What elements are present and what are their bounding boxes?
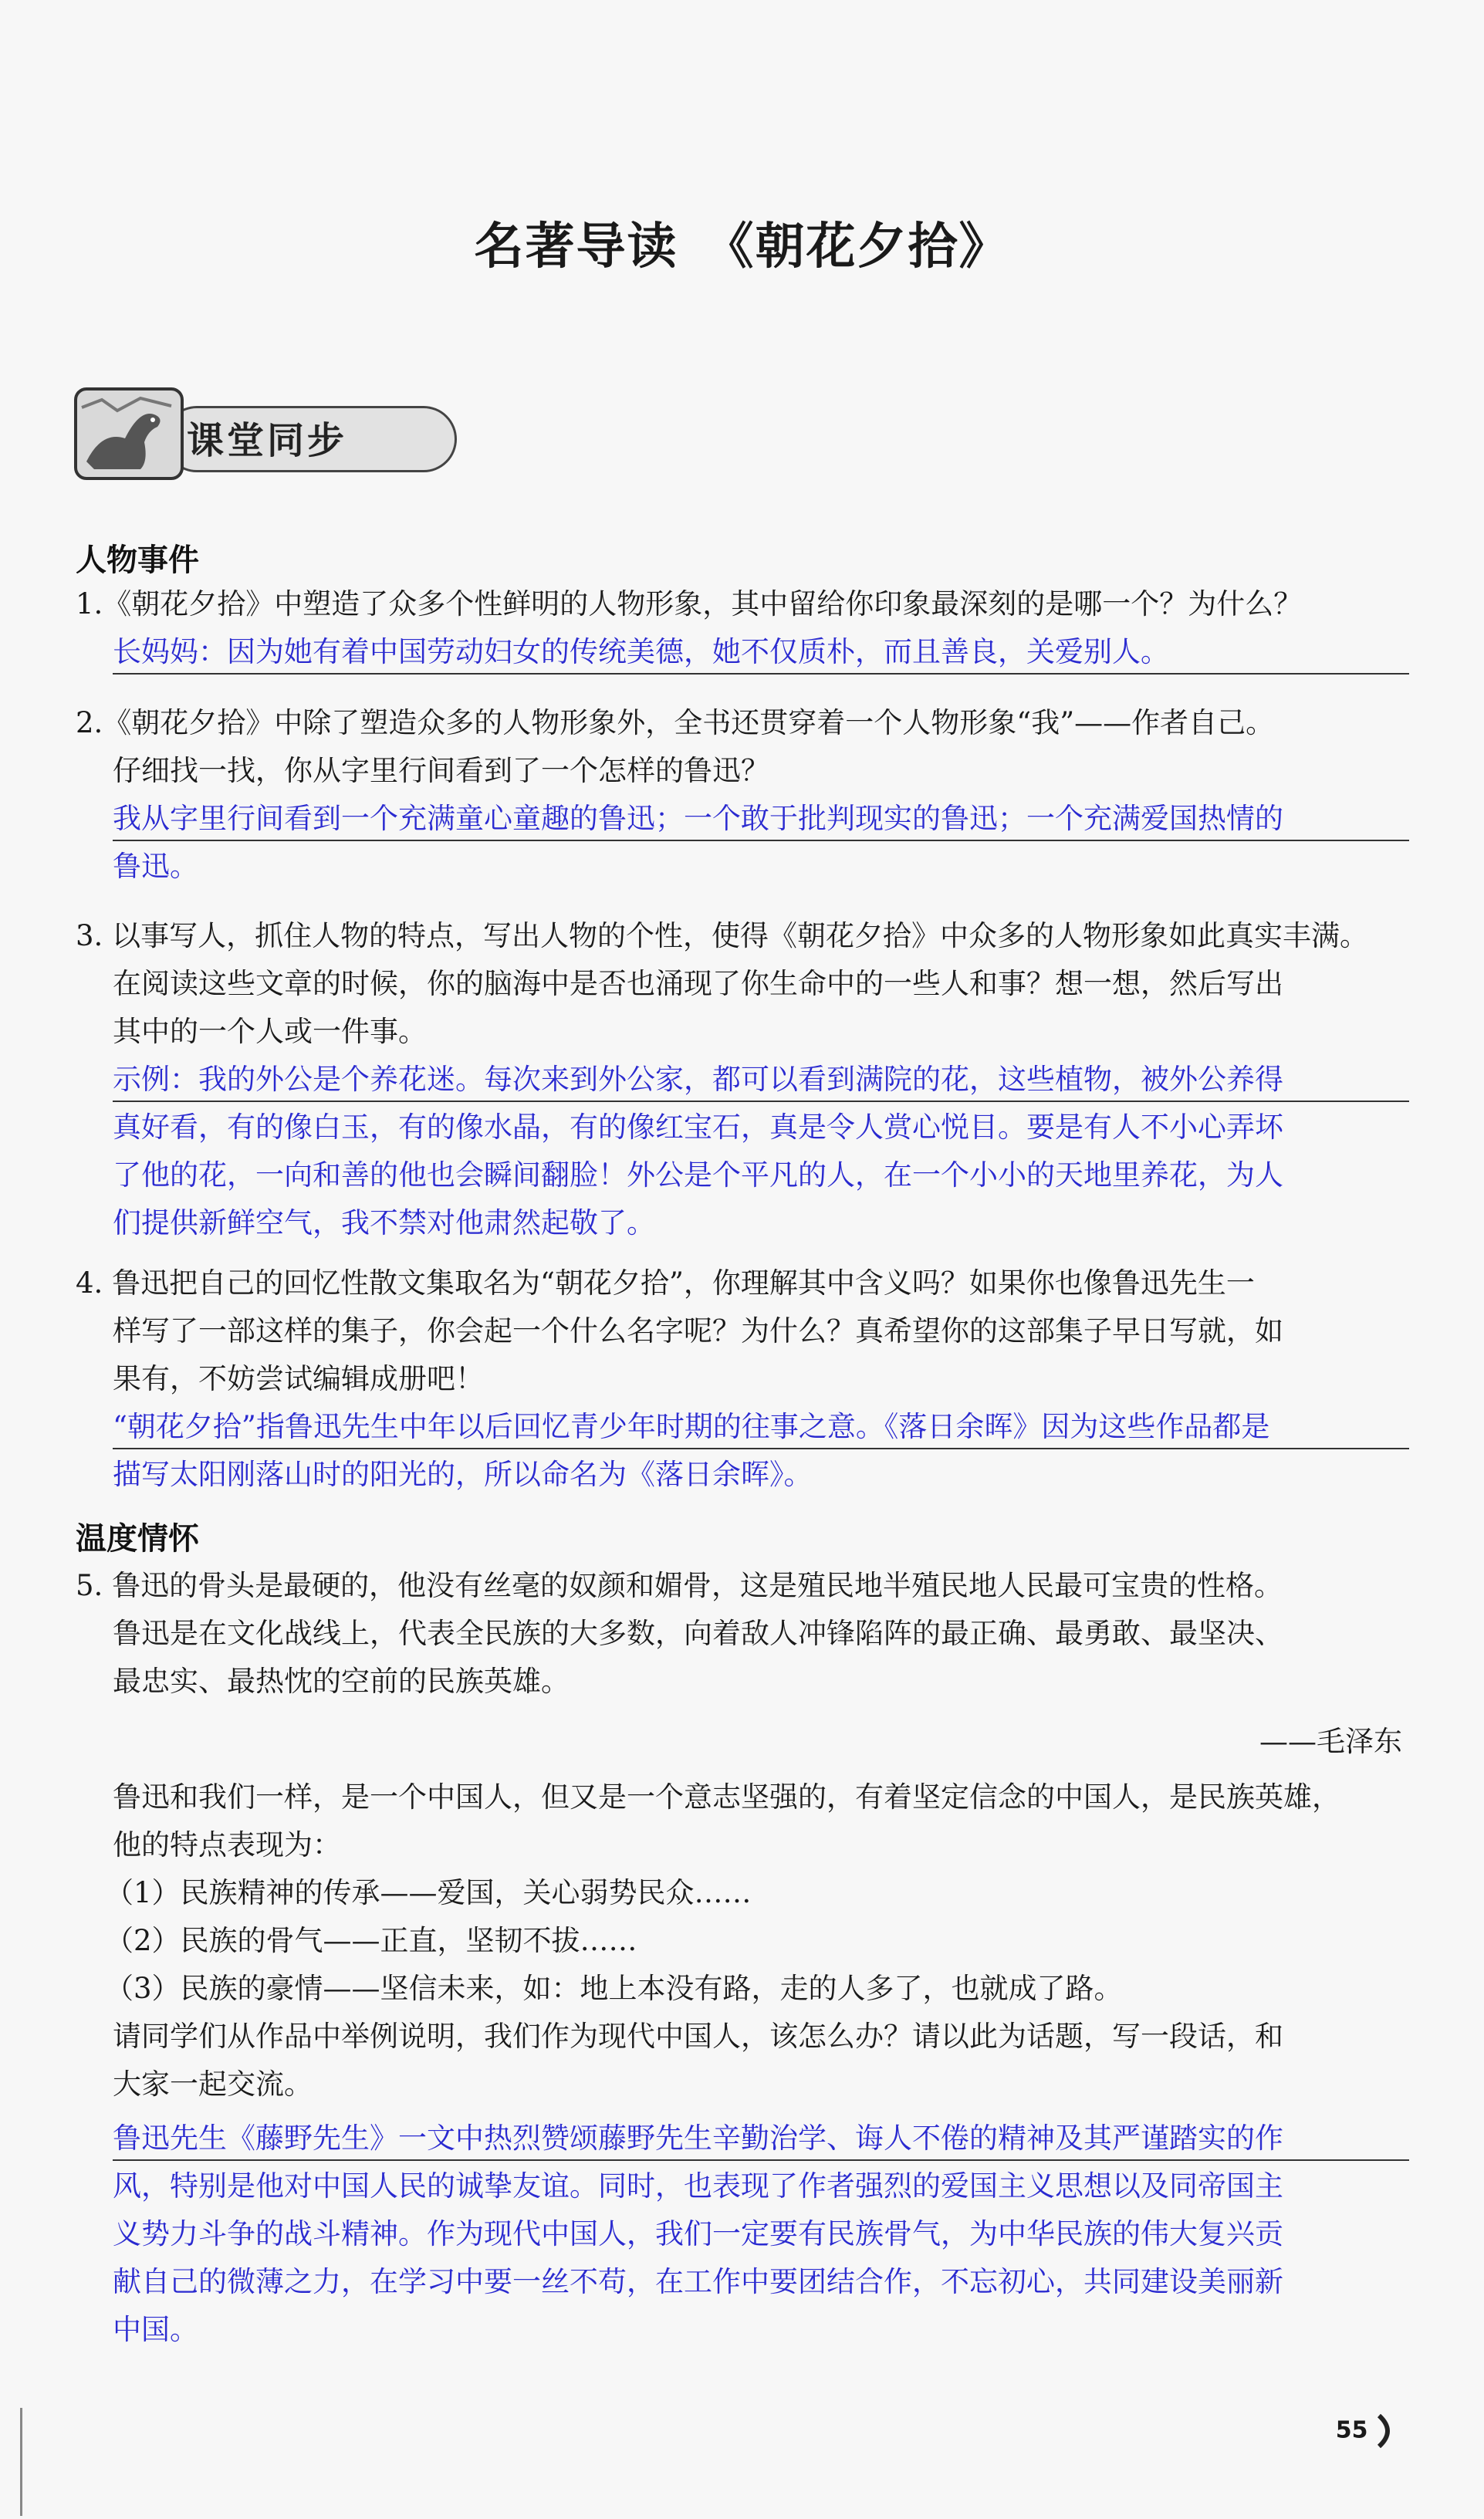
answer-line: 鲁迅。 — [113, 850, 198, 883]
body-line: 大家一起交流。 — [113, 2068, 313, 2101]
answer-line: “朝花夕拾”指鲁迅先生中年以后回忆青少年时期的往事之意。《落日余晖》因为这些作品都是 — [113, 1410, 1270, 1443]
question-line: 2.《朝花夕拾》中除了塑造众多的人物形象外，全书还贯穿着一个人物形象“我”——作者自己。 — [76, 706, 1275, 739]
page-tab-icon — [1376, 2414, 1399, 2448]
question-line: 仔细找一找，你从字里行间看到了一个怎样的鲁迅？ — [113, 754, 769, 787]
question-3 — [76, 912, 1368, 1056]
question-line: 在阅读这些文章的时候，你的脑海中是否也涌现了你生命中的一些人和事？想一想，然后写出 — [113, 967, 1283, 1000]
answer-line: 真好看，有的像白玉，有的像水晶，有的像红宝石，真是令人赏心悦目。要是有人不小心弄坏 — [113, 1111, 1283, 1144]
answer-line: 鲁迅先生《藤野先生》一文中热烈赞颂藤野先生辛勤治学、诲人不倦的精神及其严谨踏实的作 — [113, 2122, 1283, 2155]
question-2 — [76, 699, 1274, 795]
question-5-body — [105, 1773, 1340, 2108]
answer-rule — [113, 673, 1409, 675]
page-title: 名著导读 《朝花夕拾》 — [474, 218, 1010, 276]
page-number-text: 55 — [1335, 2416, 1368, 2444]
answer-rule — [113, 2159, 1409, 2161]
body-line: （1）民族精神的传承——爱国，关心弱势民众…… — [105, 1876, 752, 1909]
answer-1 — [113, 628, 1169, 676]
quote-line: 鲁迅是在文化战线上，代表全民族的大多数，向着敌人冲锋陷阵的最正确、最勇敢、最坚决、 — [113, 1617, 1283, 1650]
quote-line: 5. 鲁迅的骨头是最硬的，他没有丝毫的奴颜和媚骨，这是殖民地半殖民地人民最可宝贵的性格。 — [76, 1569, 1283, 1602]
answer-4 — [113, 1403, 1269, 1499]
body-line: 他的特点表现为： — [113, 1828, 341, 1861]
answer-line: 长妈妈：因为她有着中国劳动妇女的传统美德，她不仅质朴，而且善良，关爱别人。 — [113, 635, 1169, 668]
answer-line: 中国。 — [113, 2313, 198, 2346]
page-binding-line — [20, 2408, 22, 2516]
answer-line: 义势力斗争的战斗精神。作为现代中国人，我们一定要有民族骨气，为中华民族的伟大复兴贡 — [113, 2217, 1283, 2250]
question-line: 4. 鲁迅把自己的回忆性散文集取名为“朝花夕拾”，你理解其中含义吗？如果你也像鲁迅先生一 — [76, 1266, 1255, 1300]
section-heading-emotion: 温度情怀 — [76, 1521, 199, 1557]
question-5-quote — [76, 1562, 1283, 1706]
question-line: 果有，不妨尝试编辑成册吧！ — [113, 1362, 484, 1395]
answer-line: 我从字里行间看到一个充满童心童趣的鲁迅；一个敢于批判现实的鲁迅；一个充满爱国热情的 — [113, 802, 1283, 835]
page-number — [1336, 2414, 1399, 2448]
answer-rule — [113, 1101, 1409, 1102]
answer-5 — [113, 2115, 1283, 2354]
answer-rule — [113, 840, 1409, 841]
body-line: 请同学们从作品中举例说明，我们作为现代中国人，该怎么办？请以此为话题，写一段话，和 — [113, 2020, 1283, 2053]
answer-line: 描写太阳刚落山时的阳光的，所以命名为《落日余晖》。 — [113, 1458, 813, 1491]
body-line: （3）民族的豪情——坚信未来，如：地上本没有路，走的人多了，也就成了路。 — [105, 1972, 1123, 2005]
answer-rule — [113, 1448, 1409, 1449]
question-line: 其中的一个人或一件事。 — [113, 1015, 427, 1048]
question-line: 3. 以事写人，抓住人物的特点，写出人物的个性，使得《朝花夕拾》中众多的人物形象如此真实丰满。 — [76, 919, 1369, 952]
question-1 — [76, 580, 1302, 628]
question-line: 样写了一部这样的集子，你会起一个什么名字呢？为什么？真希望你的这部集子早日写就，如 — [113, 1314, 1283, 1347]
answer-line: 风，特别是他对中国人民的诚挚友谊。同时，也表现了作者强烈的爱国主义思想以及同帝国主 — [113, 2169, 1283, 2203]
answer-line: 了他的花，一向和善的他也会瞬间翻脸！外公是个平凡的人，在一个小小的天地里养花，为人 — [113, 1158, 1283, 1192]
quote-line: 最忠实、最热忱的空前的民族英雄。 — [113, 1665, 570, 1698]
question-4 — [76, 1260, 1283, 1403]
question-line: 1.《朝花夕拾》中塑造了众多个性鲜明的人物形象，其中留给你印象最深刻的是哪一个？为什么？ — [76, 587, 1303, 620]
answer-line: 们提供新鲜空气，我不禁对他肃然起敬了。 — [113, 1206, 655, 1239]
body-line: 鲁迅和我们一样，是一个中国人，但又是一个意志坚强的，有着坚定信念的中国人，是民族英雄， — [113, 1780, 1340, 1814]
dinosaur-icon — [71, 384, 187, 483]
badge-label: 课堂同步 — [187, 419, 348, 462]
answer-2 — [113, 795, 1283, 891]
answer-line: 示例：我的外公是个养花迷。每次来到外公家，都可以看到满院的花，这些植物，被外公养得 — [113, 1063, 1283, 1096]
quote-attribution: ——毛泽东 — [1259, 1725, 1402, 1758]
answer-3 — [113, 1056, 1283, 1247]
section-heading-characters: 人物事件 — [76, 543, 199, 578]
answer-line: 献自己的微薄之力，在学习中要一丝不苟，在工作中要团结合作，不忘初心，共同建设美丽新 — [113, 2265, 1283, 2298]
body-line: （2）民族的骨气——正直，坚韧不拔…… — [105, 1924, 637, 1957]
section-badge — [71, 384, 395, 485]
